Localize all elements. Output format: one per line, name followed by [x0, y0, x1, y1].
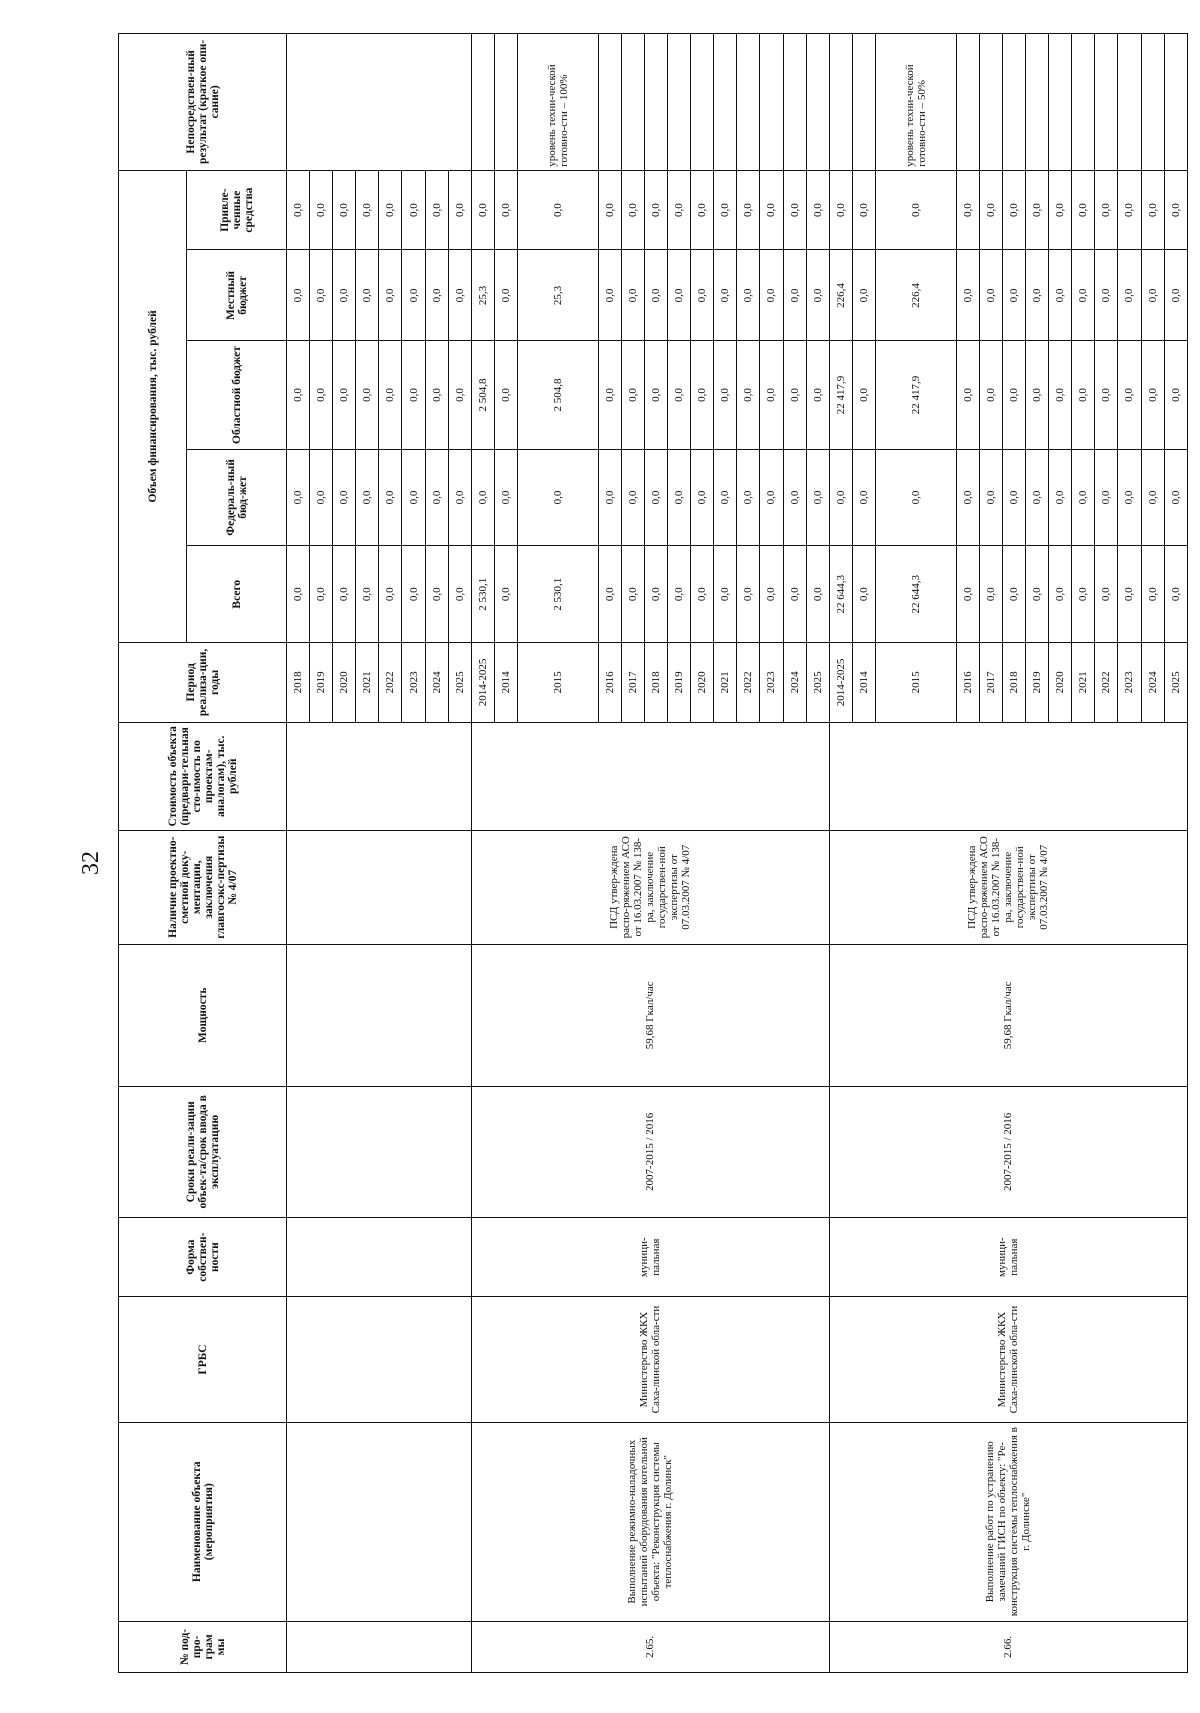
year-cell: 2023	[1118, 643, 1141, 723]
result-cell	[956, 34, 979, 171]
local-cell: 0,0	[852, 250, 875, 341]
total-cell: 0,0	[402, 546, 425, 643]
attracted-cell: 0,0	[1049, 170, 1072, 250]
result-cell	[1026, 34, 1049, 171]
result-cell	[1164, 34, 1187, 171]
total-cell: 0,0	[448, 546, 471, 643]
total-cell: 0,0	[806, 546, 829, 643]
local-cell: 0,0	[356, 250, 379, 341]
regional-cell: 0,0	[783, 341, 806, 449]
header-result: Непосредствен-ный результат (краткое опи-сание)	[119, 34, 287, 171]
local-cell: 226,4	[829, 250, 852, 341]
attracted-cell: 0,0	[979, 170, 1002, 250]
year-cell: 2022	[1095, 643, 1118, 723]
attracted-cell: 0,0	[310, 170, 333, 250]
year-cell: 2024	[1141, 643, 1164, 723]
local-cell: 0,0	[806, 250, 829, 341]
cost-cell	[287, 722, 472, 830]
attracted-cell: 0,0	[287, 170, 310, 250]
federal-cell: 0,0	[1072, 449, 1095, 546]
federal-cell: 0,0	[1026, 449, 1049, 546]
total-cell: 22 644,3	[875, 546, 956, 643]
header-name: Наименование объекта (мероприятия)	[119, 1422, 287, 1621]
object-terms: 2007-2015 / 2016	[829, 1086, 1187, 1217]
name-cell	[287, 1422, 472, 1621]
local-cell: 0,0	[1002, 250, 1025, 341]
regional-cell: 0,0	[598, 341, 621, 449]
local-cell: 0,0	[379, 250, 402, 341]
result-cell	[1049, 34, 1072, 171]
attracted-cell: 0,0	[517, 170, 598, 250]
table-row	[471, 34, 494, 1673]
year-cell: 2025	[448, 643, 471, 723]
object-num: 2.65.	[471, 1621, 829, 1672]
header-financing: Объем финансирования, тыс. рублей	[119, 170, 187, 642]
total-cell: 0,0	[621, 546, 644, 643]
local-cell: 0,0	[1072, 250, 1095, 341]
total-cell: 0,0	[737, 546, 760, 643]
federal-cell: 0,0	[333, 449, 356, 546]
result-cell	[1118, 34, 1141, 171]
result-cell	[806, 34, 829, 171]
result-cell	[1095, 34, 1118, 171]
local-cell: 0,0	[621, 250, 644, 341]
total-cell: 0,0	[691, 546, 714, 643]
federal-cell: 0,0	[737, 449, 760, 546]
year-cell: 2015	[517, 643, 598, 723]
object-ownership: муници-пальная	[829, 1217, 1187, 1297]
total-cell: 0,0	[598, 546, 621, 643]
object-cost	[829, 722, 1187, 830]
attracted-cell: 0,0	[621, 170, 644, 250]
result-cell	[783, 34, 806, 171]
local-cell: 0,0	[1049, 250, 1072, 341]
header-psd: Наличие проектно-сметной доку-ментации, заключения главгосэкс-пертизы № 4/07	[119, 830, 287, 944]
local-cell: 0,0	[494, 250, 517, 341]
federal-cell: 0,0	[668, 449, 691, 546]
year-cell: 2019	[1026, 643, 1049, 723]
federal-cell: 0,0	[1118, 449, 1141, 546]
num-cell	[287, 1621, 472, 1672]
total-cell: 2 530,1	[517, 546, 598, 643]
local-cell: 0,0	[668, 250, 691, 341]
federal-cell: 0,0	[517, 449, 598, 546]
result-cell	[691, 34, 714, 171]
regional-cell: 22 417,9	[875, 341, 956, 449]
federal-cell: 0,0	[1141, 449, 1164, 546]
total-cell: 0,0	[714, 546, 737, 643]
year-cell: 2020	[691, 643, 714, 723]
attracted-cell: 0,0	[598, 170, 621, 250]
object-cost	[471, 722, 829, 830]
year-cell: 2014	[852, 643, 875, 723]
regional-cell: 0,0	[621, 341, 644, 449]
year-cell: 2019	[668, 643, 691, 723]
object-grbs: Министерство ЖКХ Саха-линской обла-сти	[829, 1297, 1187, 1422]
attracted-cell: 0,0	[494, 170, 517, 250]
table-row	[829, 34, 852, 1673]
regional-cell: 0,0	[356, 341, 379, 449]
federal-cell: 0,0	[714, 449, 737, 546]
total-cell: 0,0	[379, 546, 402, 643]
attracted-cell: 0,0	[875, 170, 956, 250]
total-cell: 0,0	[1164, 546, 1187, 643]
result-cell	[494, 34, 517, 171]
financing-table	[118, 33, 1188, 1673]
result-cell	[598, 34, 621, 171]
regional-cell: 0,0	[668, 341, 691, 449]
total-cell: 0,0	[1072, 546, 1095, 643]
year-cell: 2014-2025	[829, 643, 852, 723]
attracted-cell: 0,0	[806, 170, 829, 250]
total-cell: 0,0	[760, 546, 783, 643]
total-cell: 0,0	[956, 546, 979, 643]
regional-cell: 0,0	[1002, 341, 1025, 449]
regional-cell: 0,0	[1026, 341, 1049, 449]
header-power: Мощность	[119, 944, 287, 1086]
result-cell	[471, 34, 494, 171]
local-cell: 0,0	[979, 250, 1002, 341]
attracted-cell: 0,0	[379, 170, 402, 250]
year-cell: 2022	[737, 643, 760, 723]
year-cell: 2017	[979, 643, 1002, 723]
header-num: № под-про-грам мы	[119, 1621, 287, 1672]
total-cell: 0,0	[333, 546, 356, 643]
regional-cell: 0,0	[448, 341, 471, 449]
attracted-cell: 0,0	[471, 170, 494, 250]
total-cell: 22 644,3	[829, 546, 852, 643]
year-cell: 2016	[598, 643, 621, 723]
local-cell: 0,0	[956, 250, 979, 341]
year-cell: 2024	[425, 643, 448, 723]
regional-cell: 2 504,8	[517, 341, 598, 449]
attracted-cell: 0,0	[644, 170, 667, 250]
total-cell: 0,0	[310, 546, 333, 643]
federal-cell: 0,0	[402, 449, 425, 546]
total-cell: 0,0	[1141, 546, 1164, 643]
federal-cell: 0,0	[379, 449, 402, 546]
local-cell: 25,3	[517, 250, 598, 341]
result-cell	[1141, 34, 1164, 171]
total-cell: 0,0	[494, 546, 517, 643]
federal-cell: 0,0	[425, 449, 448, 546]
regional-cell: 2 504,8	[471, 341, 494, 449]
year-cell: 2014-2025	[471, 643, 494, 723]
attracted-cell: 0,0	[1002, 170, 1025, 250]
total-cell: 0,0	[979, 546, 1002, 643]
attracted-cell: 0,0	[714, 170, 737, 250]
year-cell: 2018	[644, 643, 667, 723]
result-cell	[737, 34, 760, 171]
regional-cell: 0,0	[714, 341, 737, 449]
header-total: Всего	[187, 546, 287, 643]
object-psd: ПСД утвер-ждена распо-ряжением АСО от 16.03.2007 № 138-ра, заключение государствен-ной экспертизы от 07.03.2007 № 4/07	[471, 830, 829, 944]
local-cell: 25,3	[471, 250, 494, 341]
federal-cell: 0,0	[644, 449, 667, 546]
table-body	[287, 34, 1188, 1673]
local-cell: 0,0	[402, 250, 425, 341]
total-cell: 0,0	[425, 546, 448, 643]
result-cell	[1002, 34, 1025, 171]
total-cell: 0,0	[356, 546, 379, 643]
grbs-cell	[287, 1297, 472, 1422]
regional-cell: 0,0	[333, 341, 356, 449]
power-cell	[287, 944, 472, 1086]
header-ownership: Форма собствен-ности	[119, 1217, 287, 1297]
federal-cell: 0,0	[310, 449, 333, 546]
federal-cell: 0,0	[471, 449, 494, 546]
object-num: 2.66.	[829, 1621, 1187, 1672]
regional-cell: 0,0	[644, 341, 667, 449]
attracted-cell: 0,0	[448, 170, 471, 250]
local-cell: 0,0	[714, 250, 737, 341]
regional-cell: 0,0	[760, 341, 783, 449]
regional-cell: 0,0	[737, 341, 760, 449]
object-power: 59,68 Гкал/час	[471, 944, 829, 1086]
attracted-cell: 0,0	[852, 170, 875, 250]
result-cell	[979, 34, 1002, 171]
regional-cell: 0,0	[1049, 341, 1072, 449]
total-cell: 0,0	[287, 546, 310, 643]
local-cell: 0,0	[333, 250, 356, 341]
attracted-cell: 0,0	[691, 170, 714, 250]
year-cell: 2021	[1072, 643, 1095, 723]
local-cell: 0,0	[1164, 250, 1187, 341]
attracted-cell: 0,0	[1026, 170, 1049, 250]
federal-cell: 0,0	[1049, 449, 1072, 546]
page-number: 32	[78, 851, 104, 875]
regional-cell: 0,0	[1141, 341, 1164, 449]
result-cell	[644, 34, 667, 171]
attracted-cell: 0,0	[783, 170, 806, 250]
total-cell: 0,0	[1026, 546, 1049, 643]
object-psd: ПСД утвер-ждена распо-ряжением АСО от 16.03.2007 № 138-ра, заключение государствен-ной экспертизы от 07.03.2007 № 4/07	[829, 830, 1187, 944]
object-name: Выполнение работ по устранению замечаний ГИСН по объекту: "Ре-конструкция системы теплоснабжения в г. Долинске"	[829, 1422, 1187, 1621]
regional-cell: 0,0	[379, 341, 402, 449]
year-cell: 2015	[875, 643, 956, 723]
regional-cell: 22 417,9	[829, 341, 852, 449]
result-cell	[760, 34, 783, 171]
local-cell: 0,0	[1118, 250, 1141, 341]
result-cell	[714, 34, 737, 171]
object-power: 59,68 Гкал/час	[829, 944, 1187, 1086]
object-terms: 2007-2015 / 2016	[471, 1086, 829, 1217]
result-cell	[1072, 34, 1095, 171]
total-cell: 0,0	[1118, 546, 1141, 643]
regional-cell: 0,0	[806, 341, 829, 449]
year-cell: 2024	[783, 643, 806, 723]
object-ownership: муници-пальная	[471, 1217, 829, 1297]
federal-cell: 0,0	[1164, 449, 1187, 546]
regional-cell: 0,0	[1118, 341, 1141, 449]
result-cell	[621, 34, 644, 171]
year-cell: 2021	[356, 643, 379, 723]
local-cell: 0,0	[1026, 250, 1049, 341]
year-cell: 2023	[760, 643, 783, 723]
header-local: Местный бюджет	[187, 250, 287, 341]
federal-cell: 0,0	[783, 449, 806, 546]
header-regional: Областной бюджет	[187, 341, 287, 449]
local-cell: 0,0	[1095, 250, 1118, 341]
total-cell: 0,0	[1049, 546, 1072, 643]
object-grbs: Министерство ЖКХ Саха-линской обла-сти	[471, 1297, 829, 1422]
attracted-cell: 0,0	[1164, 170, 1187, 250]
total-cell: 2 530,1	[471, 546, 494, 643]
psd-cell	[287, 830, 472, 944]
regional-cell: 0,0	[287, 341, 310, 449]
total-cell: 0,0	[644, 546, 667, 643]
year-cell: 2018	[287, 643, 310, 723]
local-cell: 0,0	[287, 250, 310, 341]
local-cell: 0,0	[737, 250, 760, 341]
regional-cell: 0,0	[1095, 341, 1118, 449]
year-cell: 2022	[379, 643, 402, 723]
attracted-cell: 0,0	[333, 170, 356, 250]
local-cell: 0,0	[448, 250, 471, 341]
attracted-cell: 0,0	[956, 170, 979, 250]
federal-cell: 0,0	[287, 449, 310, 546]
year-cell: 2019	[310, 643, 333, 723]
federal-cell: 0,0	[979, 449, 1002, 546]
regional-cell: 0,0	[1072, 341, 1095, 449]
regional-cell: 0,0	[691, 341, 714, 449]
local-cell: 0,0	[691, 250, 714, 341]
year-cell: 2018	[1002, 643, 1025, 723]
local-cell: 0,0	[425, 250, 448, 341]
local-cell: 0,0	[760, 250, 783, 341]
local-cell: 0,0	[598, 250, 621, 341]
attracted-cell: 0,0	[1118, 170, 1141, 250]
federal-cell: 0,0	[621, 449, 644, 546]
attracted-cell: 0,0	[1072, 170, 1095, 250]
federal-cell: 0,0	[956, 449, 979, 546]
terms-cell	[287, 1086, 472, 1217]
year-cell: 2025	[806, 643, 829, 723]
header-federal: Федераль-ный бюд-жет	[187, 449, 287, 546]
regional-cell: 0,0	[852, 341, 875, 449]
header-grbs: ГРБС	[119, 1297, 287, 1422]
total-cell: 0,0	[1002, 546, 1025, 643]
attracted-cell: 0,0	[1141, 170, 1164, 250]
ownership-cell	[287, 1217, 472, 1297]
federal-cell: 0,0	[691, 449, 714, 546]
federal-cell: 0,0	[1002, 449, 1025, 546]
regional-cell: 0,0	[425, 341, 448, 449]
federal-cell: 0,0	[829, 449, 852, 546]
local-cell: 0,0	[310, 250, 333, 341]
header-terms: Сроки реали-зации объек-та/срок ввода в эксплуатацию	[119, 1086, 287, 1217]
attracted-cell: 0,0	[356, 170, 379, 250]
federal-cell: 0,0	[494, 449, 517, 546]
total-cell: 0,0	[668, 546, 691, 643]
regional-cell: 0,0	[956, 341, 979, 449]
year-cell: 2021	[714, 643, 737, 723]
object-result: уровень техни-ческой готовно-сти – 100%	[517, 34, 598, 171]
year-cell: 2020	[333, 643, 356, 723]
regional-cell: 0,0	[310, 341, 333, 449]
federal-cell: 0,0	[852, 449, 875, 546]
federal-cell: 0,0	[448, 449, 471, 546]
federal-cell: 0,0	[875, 449, 956, 546]
header-cost: Стоимость объекта (предвари-тельная сто-имость по проектам-аналогам), тыс. рублей	[119, 722, 287, 830]
year-cell: 2016	[956, 643, 979, 723]
object-result: уровень техни-ческой готовно-сти – 50%	[875, 34, 956, 171]
local-cell: 0,0	[644, 250, 667, 341]
header-attracted: Привле-ченные средства	[187, 170, 287, 250]
federal-cell: 0,0	[760, 449, 783, 546]
total-cell: 0,0	[783, 546, 806, 643]
year-cell: 2025	[1164, 643, 1187, 723]
result-cell	[829, 34, 852, 171]
federal-cell: 0,0	[806, 449, 829, 546]
attracted-cell: 0,0	[760, 170, 783, 250]
year-cell: 2017	[621, 643, 644, 723]
attracted-cell: 0,0	[668, 170, 691, 250]
regional-cell: 0,0	[494, 341, 517, 449]
header-period: Период реализа-ции, годы	[119, 643, 287, 723]
local-cell: 0,0	[783, 250, 806, 341]
attracted-cell: 0,0	[425, 170, 448, 250]
federal-cell: 0,0	[356, 449, 379, 546]
federal-cell: 0,0	[1095, 449, 1118, 546]
year-cell: 2020	[1049, 643, 1072, 723]
result-cell	[852, 34, 875, 171]
local-cell: 226,4	[875, 250, 956, 341]
attracted-cell: 0,0	[1095, 170, 1118, 250]
total-cell: 0,0	[1095, 546, 1118, 643]
result-cell	[287, 34, 472, 171]
attracted-cell: 0,0	[737, 170, 760, 250]
object-name: Выполнение режимно-наладочных испытаний оборудования котельной объекта: "Реконструкция системы теплоснабжения г. Долинск"	[471, 1422, 829, 1621]
regional-cell: 0,0	[1164, 341, 1187, 449]
result-cell	[668, 34, 691, 171]
year-cell: 2023	[402, 643, 425, 723]
attracted-cell: 0,0	[402, 170, 425, 250]
local-cell: 0,0	[1141, 250, 1164, 341]
attracted-cell: 0,0	[829, 170, 852, 250]
table-row	[287, 34, 310, 1673]
year-cell: 2014	[494, 643, 517, 723]
federal-cell: 0,0	[598, 449, 621, 546]
total-cell: 0,0	[852, 546, 875, 643]
regional-cell: 0,0	[979, 341, 1002, 449]
regional-cell: 0,0	[402, 341, 425, 449]
